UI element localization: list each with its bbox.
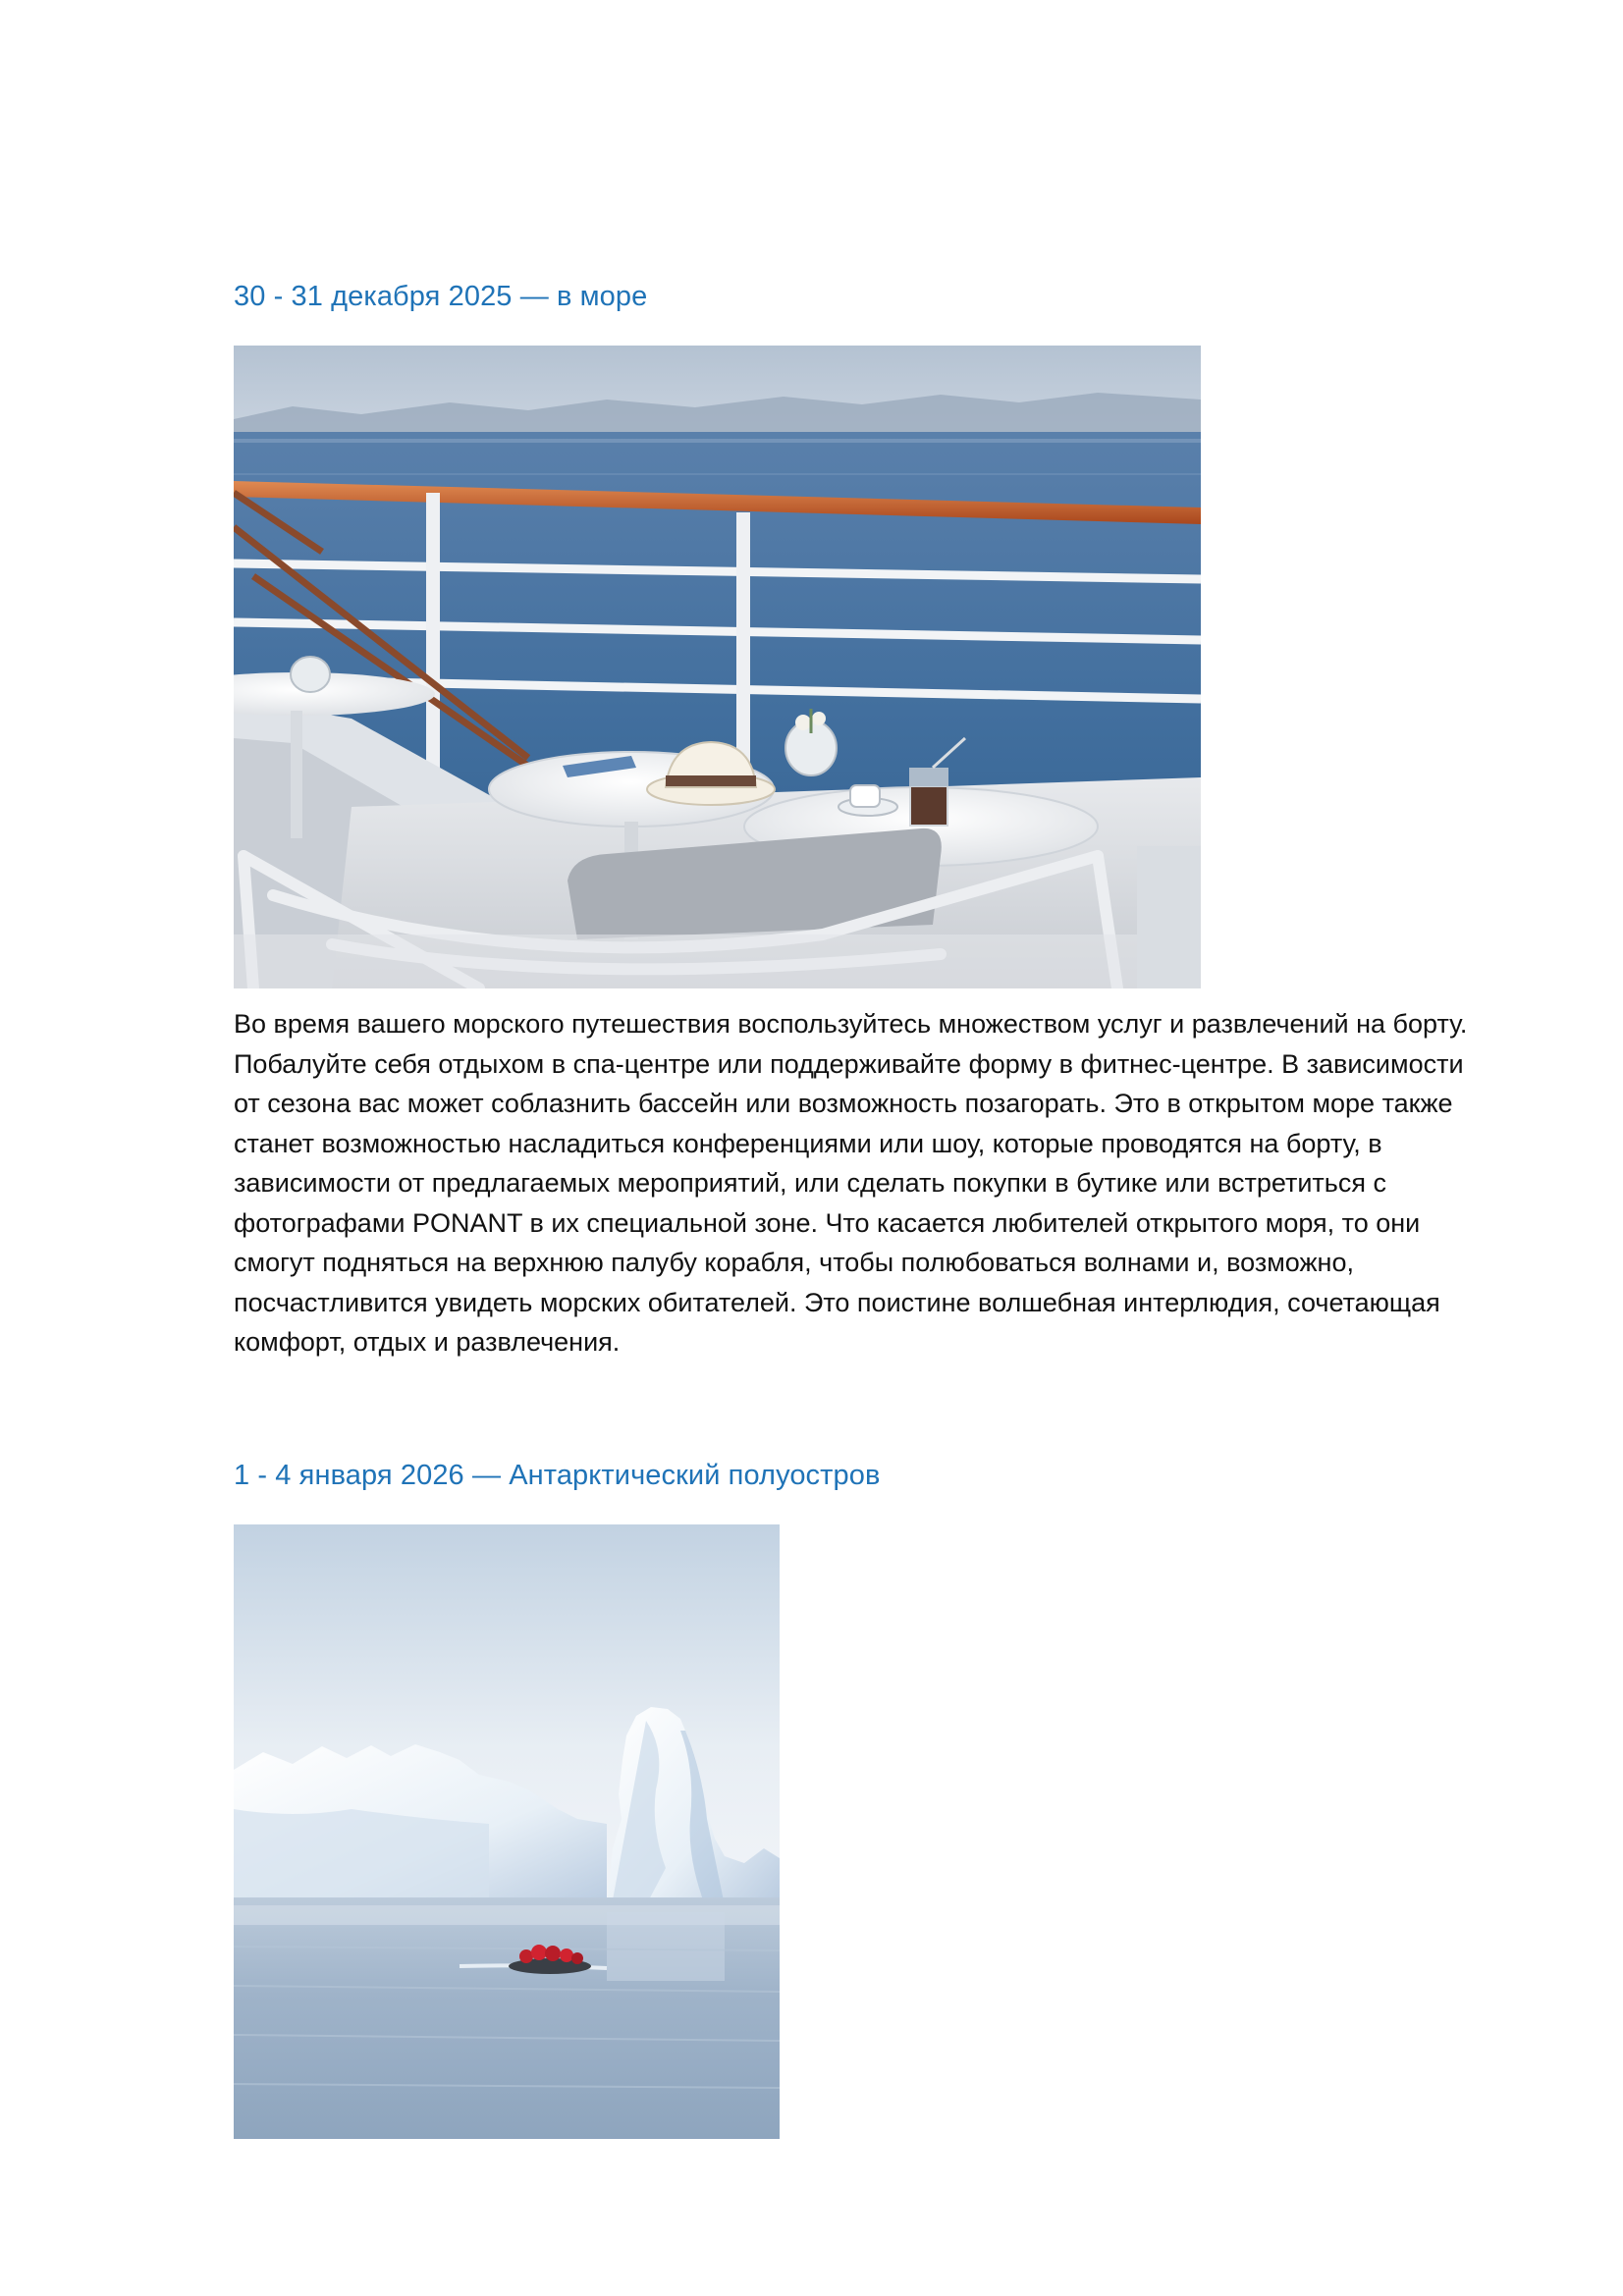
antarctic-iceberg-photo xyxy=(234,1524,780,2139)
section-heading-at-sea: 30 - 31 декабря 2025 — в море xyxy=(234,281,648,312)
section-description-at-sea: Во время вашего морского путешествия воспользуйтесь множеством услуг и развлечений на борту. Побалуйте себя отдыхом в спа-центре или поддерживайте форму в фитнес-центре. В зависимости от сезона вас может соблазнить бассейн или возможность позагорать. Это в открытом море также станет возможностью насладиться конференциями или шоу, которые проводятся на борту, в зависимости от предлагаемых мероприятий, или сделать покупки в бутике или встретиться с фотографами PONANT в их специальной зоне. Что касается любителей открытого моря, то они смогут подняться на верхнюю палубу корабля, чтобы полюбоваться волнами и, возможно, посчастливится увидеть морских обитателей. Это поистине волшебная интерлюдия, сочетающая комфорт, отдых и развлечения. xyxy=(234,1009,1468,1357)
section-heading-antarctic: 1 - 4 января 2026 — Антарктический полуостров xyxy=(234,1460,881,1491)
ship-deck-photo xyxy=(234,346,1201,988)
